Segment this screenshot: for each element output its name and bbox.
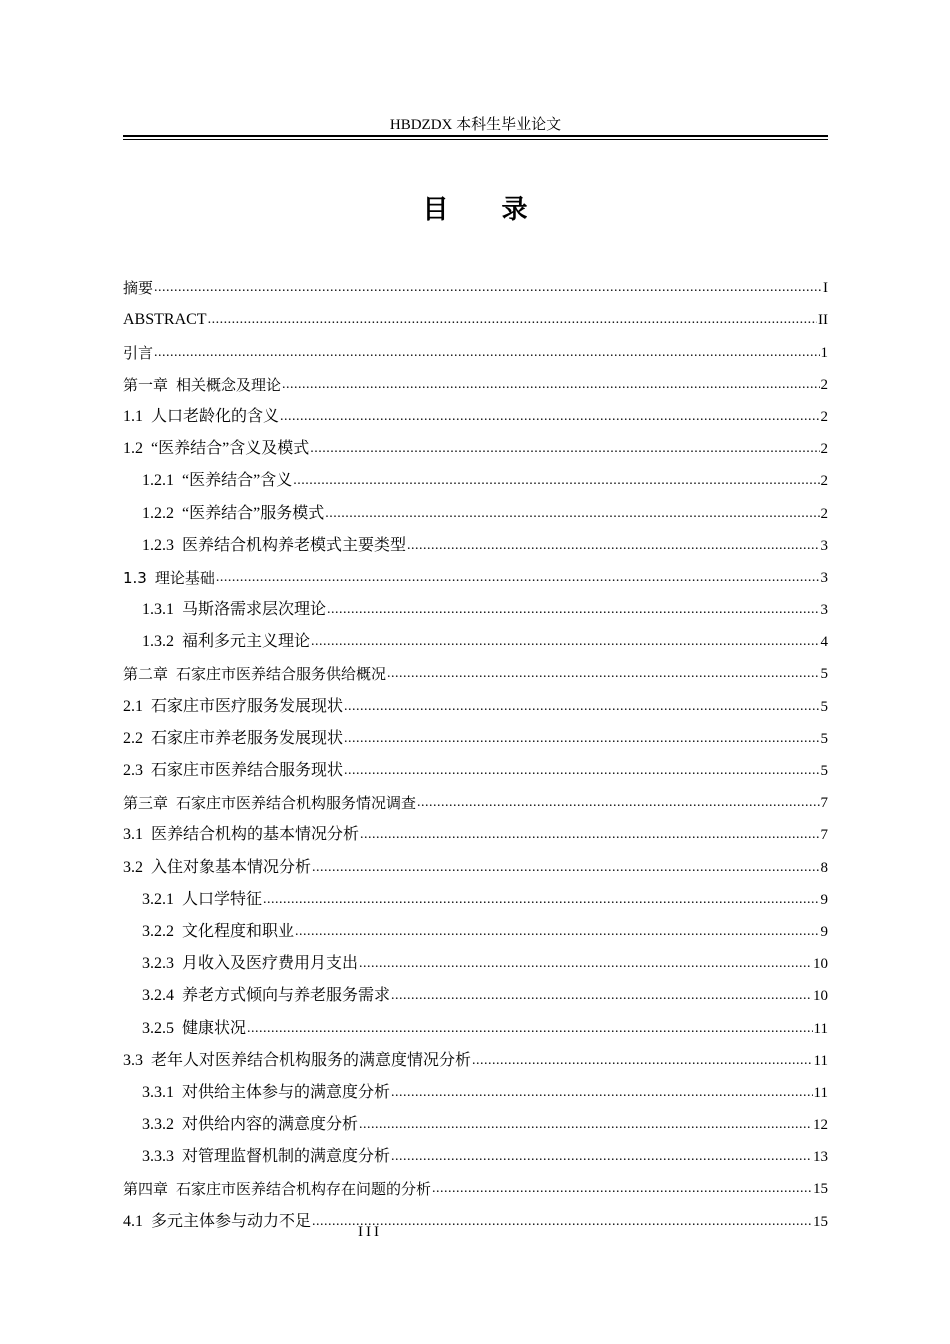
toc-entry-page: 11 [813, 1052, 828, 1069]
toc-entry[interactable] [123, 1007, 828, 1039]
toc-entry-title: ABSTRACT [123, 311, 207, 329]
toc-entry-page: 2 [820, 505, 828, 522]
toc-entry-title: 文化程度和职业 [182, 922, 295, 940]
toc-entry-number: 第一章 [123, 375, 169, 394]
toc-entry-page: 11 [813, 1020, 828, 1037]
toc-entry-label [123, 277, 153, 299]
toc-entry-title: 养老方式倾向与养老服务需求 [182, 987, 391, 1005]
toc-entry-title: “医养结合”含义及模式 [151, 440, 310, 458]
toc-dot-leader [327, 599, 819, 621]
toc-dot-leader [247, 1018, 813, 1040]
toc-entry[interactable] [123, 1104, 828, 1136]
toc-dot-leader [325, 503, 819, 525]
toc-entry-page: 7 [820, 795, 828, 812]
toc-entry-page: 3 [820, 537, 828, 554]
toc-entry-title: 医养结合机构养老模式主要类型 [182, 536, 407, 554]
toc-entry[interactable] [123, 299, 828, 331]
toc-entry-page: 15 [813, 1213, 828, 1230]
toc-entry[interactable] [123, 911, 828, 943]
toc-dot-leader [407, 535, 819, 557]
toc-dot-leader [359, 1114, 812, 1136]
running-header: HBDZDX 本科生毕业论文 [389, 117, 562, 133]
toc-entry-page: 8 [820, 859, 828, 876]
toc-dot-leader [387, 663, 819, 685]
toc-entry-title: 石家庄市医养结合服务供给概况 [176, 665, 387, 684]
toc-entry-title: 老年人对医养结合机构服务的满意度情况分析 [151, 1051, 472, 1069]
toc-entry[interactable] [123, 1072, 828, 1104]
toc-entry-number: 3.2 [123, 858, 143, 876]
toc-entry[interactable] [123, 1136, 828, 1168]
toc-entry[interactable] [123, 428, 828, 460]
toc-dot-leader [417, 792, 819, 814]
toc-entry-label [123, 309, 207, 331]
toc-entry-page: 7 [820, 827, 828, 844]
toc-dot-leader [344, 728, 819, 750]
toc-entry-label [123, 792, 416, 814]
toc-dot-leader [391, 985, 812, 1007]
toc-entry[interactable] [123, 557, 828, 589]
toc-entry-number: 2.3 [123, 762, 143, 779]
toc-entry[interactable] [123, 525, 828, 557]
toc-dot-leader [208, 309, 817, 331]
toc-entry-number: 1.2.3 [142, 536, 174, 554]
toc-dot-leader [282, 374, 819, 396]
toc-entry[interactable] [123, 589, 828, 621]
toc-entry-number: 3.3.1 [142, 1083, 174, 1101]
toc-entry-label [142, 1018, 246, 1040]
toc-entry-page: 9 [820, 891, 828, 908]
toc-entry-page: 4 [820, 634, 828, 651]
toc-entry[interactable] [123, 396, 828, 428]
toc-entry[interactable] [123, 879, 828, 911]
toc-entry-label [142, 631, 310, 653]
toc-entry-label [123, 342, 153, 364]
toc-entry-number: 1.3 [123, 568, 147, 587]
toc-entry-page: 9 [820, 923, 828, 940]
toc-entry-page: 15 [813, 1181, 828, 1198]
toc-dot-leader [263, 889, 819, 911]
toc-entry-number: 3.3.2 [142, 1116, 174, 1134]
toc-entry-title: 石家庄市医养结合机构服务情况调查 [176, 794, 417, 813]
toc-entry-title: 对供给内容的满意度分析 [182, 1116, 359, 1134]
toc-entry-label [123, 438, 309, 460]
table-of-contents [123, 267, 828, 1233]
toc-entry-title: 相关概念及理论 [176, 375, 282, 394]
toc-entry[interactable] [123, 621, 828, 653]
toc-entry-title: 石家庄市医疗服务发展现状 [151, 697, 344, 715]
toc-entry-title: 石家庄市养老服务发展现状 [151, 729, 344, 747]
toc-entry-label [123, 760, 343, 782]
toc-entry[interactable] [123, 685, 828, 717]
toc-entry-title: 对管理监督机制的满意度分析 [182, 1148, 391, 1166]
toc-entry-page: 12 [813, 1117, 828, 1134]
toc-entry-title: 摘要 [123, 279, 154, 298]
toc-dot-leader [154, 342, 819, 364]
toc-entry[interactable] [123, 975, 828, 1007]
toc-dot-leader [280, 406, 819, 428]
toc-entry[interactable] [123, 1040, 828, 1072]
toc-entry-number: 1.2.1 [142, 472, 174, 490]
toc-entry-number: 3.2.1 [142, 890, 174, 908]
toc-entry-page: 13 [813, 1149, 828, 1166]
toc-entry-page: 2 [820, 376, 828, 393]
toc-entry-title: 福利多元主义理论 [182, 633, 311, 651]
toc-entry[interactable] [123, 1168, 828, 1200]
toc-dot-leader [312, 857, 819, 879]
toc-entry-number: 3.2.5 [142, 1019, 174, 1037]
toc-entry-title: 理论基础 [154, 568, 215, 587]
toc-entry-label [142, 503, 324, 525]
toc-entry-number: 第三章 [123, 794, 169, 813]
header-rule-thick [123, 135, 828, 137]
toc-entry-label [142, 1114, 358, 1136]
toc-entry-number: 1.2 [123, 440, 143, 458]
toc-entry-label [142, 921, 294, 943]
toc-dot-leader [391, 1146, 812, 1168]
toc-entry-label [123, 567, 215, 589]
toc-entry-page: 2 [820, 473, 828, 490]
toc-entry-label [123, 696, 343, 718]
toc-entry-page: 11 [813, 1084, 828, 1101]
toc-entry-number: 1.2.2 [142, 504, 174, 522]
toc-entry-title: 石家庄市医养结合服务现状 [151, 762, 344, 779]
toc-entry-label [142, 889, 262, 911]
toc-entry-page: 3 [820, 602, 828, 619]
toc-entry-number: 3.1 [123, 826, 143, 844]
toc-entry-label [123, 663, 386, 685]
toc-entry-number: 3.3.3 [142, 1148, 174, 1166]
toc-entry-title: 多元主体参与动力不足 [151, 1212, 312, 1230]
toc-entry-number: 1.3.1 [142, 601, 174, 619]
toc-entry-label [142, 985, 390, 1007]
toc-dot-leader [359, 953, 812, 975]
toc-dot-leader [293, 470, 819, 492]
toc-entry[interactable] [123, 331, 828, 363]
header-rule-thin [123, 139, 828, 140]
toc-entry-title: 马斯洛需求层次理论 [182, 601, 327, 619]
toc-entry-label [142, 535, 406, 557]
toc-entry-page: II [818, 312, 828, 329]
toc-entry-label [123, 406, 279, 428]
toc-entry-title: 健康状况 [182, 1019, 247, 1037]
toc-dot-leader [432, 1178, 812, 1200]
toc-entry[interactable] [123, 846, 828, 878]
toc-entry-title: 人口学特征 [182, 890, 263, 908]
toc-entry[interactable] [123, 492, 828, 524]
toc-dot-leader [295, 921, 819, 943]
toc-entry-page: 5 [820, 698, 828, 715]
toc-entry-page: 10 [813, 956, 828, 973]
toc-entry-number: 3.2.4 [142, 987, 174, 1005]
toc-dot-leader [391, 1082, 813, 1104]
toc-dot-leader [344, 696, 819, 718]
toc-title: 目 录 [422, 195, 550, 225]
toc-entry-label [142, 953, 358, 975]
toc-entry[interactable] [123, 653, 828, 685]
toc-entry-title: 人口老龄化的含义 [151, 407, 280, 425]
toc-entry[interactable] [123, 364, 828, 396]
toc-entry-title: 医养结合机构的基本情况分析 [151, 826, 360, 844]
toc-entry-title: 石家庄市医养结合机构存在问题的分析 [176, 1180, 432, 1199]
toc-entry[interactable] [123, 750, 828, 782]
toc-entry-number: 第四章 [123, 1180, 169, 1199]
toc-entry-label [142, 599, 326, 621]
toc-entry-page: 2 [820, 408, 828, 425]
toc-entry[interactable] [123, 814, 828, 846]
toc-entry-label [142, 1146, 390, 1168]
toc-entry-label [123, 374, 281, 396]
toc-entry-title: 入住对象基本情况分析 [151, 858, 312, 876]
toc-entry-number: 1.3.2 [142, 633, 174, 651]
toc-entry-number: 3.3 [123, 1051, 143, 1069]
toc-dot-leader [154, 277, 822, 299]
toc-entry-label [123, 824, 359, 846]
toc-entry-title: 对供给主体参与的满意度分析 [182, 1083, 391, 1101]
toc-entry-label [123, 1050, 471, 1072]
toc-entry-page: 5 [820, 666, 828, 683]
toc-dot-leader [344, 760, 819, 782]
toc-entry-page: 3 [820, 569, 828, 586]
toc-entry-page: 5 [820, 763, 828, 779]
toc-entry-number: 2.2 [123, 729, 143, 747]
toc-entry[interactable] [123, 267, 828, 299]
toc-entry-title: “医养结合”服务模式 [182, 504, 325, 522]
toc-entry-page: 10 [813, 988, 828, 1005]
toc-entry-label [142, 470, 292, 492]
toc-entry-title: 月收入及医疗费用月支出 [182, 955, 359, 973]
toc-entry[interactable] [123, 460, 828, 492]
toc-entry-title: 引言 [123, 343, 154, 362]
toc-entry-number: 2.1 [123, 697, 143, 715]
toc-dot-leader [360, 824, 819, 846]
toc-entry-number: 3.2.2 [142, 922, 174, 940]
toc-entry-page: I [823, 280, 828, 297]
toc-entry-page: 2 [820, 441, 828, 458]
toc-entry-page: 1 [820, 344, 828, 361]
toc-entry[interactable] [123, 718, 828, 750]
toc-dot-leader [472, 1050, 813, 1072]
toc-entry-number: 4.1 [123, 1212, 143, 1230]
toc-entry-label [123, 857, 311, 879]
toc-dot-leader [216, 567, 820, 589]
toc-entry-number: 3.2.3 [142, 955, 174, 973]
toc-entry[interactable] [123, 943, 828, 975]
toc-entry-title: “医养结合”含义 [182, 472, 293, 490]
toc-entry[interactable] [123, 782, 828, 814]
toc-entry-number: 第二章 [123, 665, 169, 684]
page-number: III [358, 1224, 382, 1240]
toc-dot-leader [311, 631, 819, 653]
toc-entry-label [142, 1082, 390, 1104]
toc-entry-label [123, 1178, 431, 1200]
toc-entry-label [123, 728, 343, 750]
toc-dot-leader [310, 438, 819, 460]
toc-entry-page: 5 [820, 730, 828, 747]
toc-entry-number: 1.1 [123, 407, 143, 425]
